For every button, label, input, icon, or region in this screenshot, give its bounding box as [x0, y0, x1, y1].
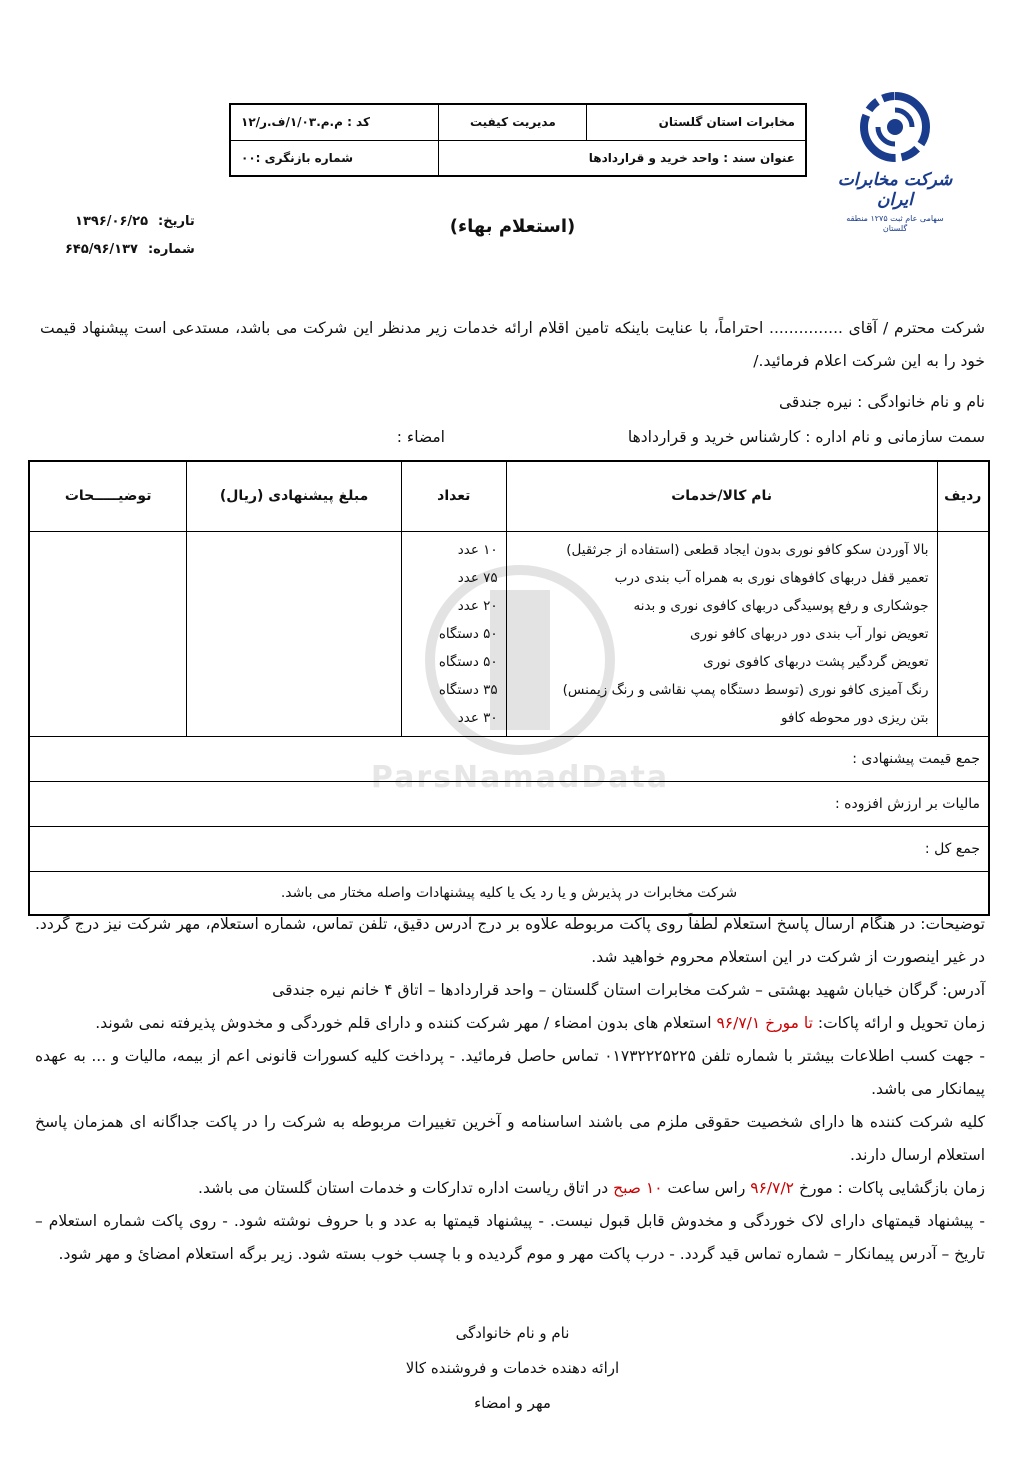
signature-role-label: ارائه دهنده خدمات و فروشنده کالا [405, 1359, 620, 1377]
intro-name: نام و نام خانوادگی : نیره جندقی [778, 393, 985, 411]
vat-row: مالیات بر ارزش افزوده : [29, 781, 989, 826]
col-item: نام کالا/خدمات [506, 461, 937, 531]
delivery-deadline: تا مورخ ۹۶/۷/۱ [716, 1014, 813, 1032]
header-code: کد : م.م.۱/۰۳/ف.ر/۱۲ [230, 104, 439, 140]
header-dept: مدیریت کیفیت [439, 104, 587, 140]
delivery-terms: استعلام های بدون امضاء / مهر شرکت کننده و دارای قلم خوردگی و مخدوش پذیرفته نمی شوند. [95, 1014, 712, 1032]
logo-name: شرکت مخابرات ایران [837, 170, 953, 210]
note-paragraph-3 [35, 1007, 985, 1040]
signature-stamp-label: مهر و امضاء [474, 1394, 551, 1412]
document-header [229, 103, 807, 177]
header-subject: عنوان سند : واحد خرید و قراردادها [439, 140, 806, 176]
qty-item: ۳۵ دستگاه [438, 681, 498, 698]
logo-subtitle: سهامی عام ثبت ۱۲۷۵ منطقه گلستان [846, 214, 944, 234]
intro-signature: امضاء : [396, 428, 445, 446]
col-desc: توضیـــــحات [29, 461, 187, 531]
number-label: شماره: [147, 242, 195, 257]
disclaimer-row: شرکت مخابرات در پذیرش و یا رد یک یا کلیه پیشنهادات واصله مختار می باشد. [29, 871, 989, 915]
list-item: بتن ریزی دور محوطه کافو [781, 709, 929, 726]
note-paragraph-6 [35, 1172, 985, 1205]
opening-label: زمان بازگشایی پاکات : مورخ [798, 1179, 985, 1197]
items-table [28, 460, 990, 916]
signature-name-label: نام و نام خانوادگی [455, 1324, 570, 1342]
note-paragraph-5: کلیه شرکت کننده ها دارای شخصیت حقوقی ملزم می باشند اساسنامه و آخرین تغییرات مربوطه به شرکت را در پاکت جداگانه ای همزمان پاسخ استعلام ارسال دارند. [35, 1113, 985, 1164]
intro-paragraph: شرکت محترم / آقای ............... احتراماً، با عنایت باینکه تامین اقلام ارائه خدمات زیر مدنظر این شرکت می باشد، مستدعی است پیشنهاد قیمت خود را به این شرکت اعلام فرمائید./ [40, 319, 985, 370]
list-item: تعویض گردگیر پشت دربهای کافوی نوری [703, 653, 929, 670]
header-revision: شماره بازنگری :۰۰ [230, 140, 439, 176]
header-org: مخابرات استان گلستان [587, 104, 806, 140]
row-number-cell [937, 531, 989, 736]
note-paragraph-7: - پیشنهاد قیمتهای دارای لاک خوردگی و مخدوش قابل قبول نیست. - پیشنهاد قیمتها به عدد و با حروف نوشته شود. - روی پاکت شماره استعلام – تاریخ – آدرس پیمانکار – شماره تماس قید گردد. - درب پاکت مهر و موم گردیده و با چسب خوب بسته شود. زیر برگه استعلام امضائ و مهر شود. [35, 1212, 985, 1263]
date-label: تاریخ: [158, 214, 195, 229]
note-paragraph-1: توضیحات: در هنگام ارسال پاسخ استعلام لطفاً روی پاکت مربوطه علاوه بر درج آدرس دقیق، تلفن تماس، شماره استعلام، مهر شرکت نیز درج گردد. در غیر اینصورت از شرکت در این استعلام محروم خواهید شد. [35, 915, 985, 966]
desc-cell[interactable] [29, 531, 187, 736]
col-price: مبلغ پیشنهادی (ریال) [187, 461, 402, 531]
price-cell[interactable] [187, 531, 402, 736]
qty-item: ۵۰ دستگاه [438, 653, 498, 670]
qty-item: ۱۰ عدد [457, 541, 498, 558]
delivery-label: زمان تحویل و ارائه پاکات: [817, 1014, 985, 1032]
grand-total-row: جمع کل : [29, 826, 989, 871]
intro-position: سمت سازمانی و نام اداره : کارشناس خرید و قراردادها [627, 428, 985, 446]
opening-date: ۹۶/۷/۲ [750, 1179, 795, 1197]
opening-location: در اتاق ریاست اداره تدارکات و خدمات استان گلستان می باشد. [198, 1179, 609, 1197]
items-list-cell [506, 531, 937, 736]
qty-item: ۳۰ عدد [457, 709, 498, 726]
watermark-text: ParsNamadData [370, 760, 670, 795]
list-item: جوشکاری و رفع پوسیدگی دربهای کافوی نوری و بدنه [633, 597, 929, 614]
list-item: رنگ آمیزی کافو نوری (توسط دستگاه پمپ نقاشی و رنگ زیمنس) [562, 681, 929, 698]
company-logo [835, 88, 955, 234]
opening-time: ۱۰ صبح [613, 1179, 663, 1197]
date-value: ۱۳۹۶/۰۶/۲۵ [75, 214, 149, 229]
qty-item: ۷۵ عدد [457, 569, 498, 586]
number-value: ۶۴۵/۹۶/۱۳۷ [65, 242, 138, 257]
list-item: بالا آوردن سکو کافو نوری بدون ایجاد قطعی (استفاده از جرثقیل) [566, 541, 929, 558]
list-item: تعویض نوار آب بندی دور دربهای کافو نوری [689, 625, 929, 642]
col-qty: تعداد [401, 461, 506, 531]
notes-section [35, 908, 985, 1271]
page-title: (استعلام بهاء) [449, 216, 576, 237]
qty-item: ۲۰ عدد [457, 597, 498, 614]
qty-item: ۵۰ دستگاه [438, 625, 498, 642]
total-offer-row: جمع قیمت پیشنهادی : [29, 736, 989, 781]
opening-time-label: راس ساعت [667, 1179, 746, 1197]
note-paragraph-4: - جهت کسب اطلاعات بیشتر با شماره تلفن ۰۱۷۳۲۲۲۵۲۲۵ تماس حاصل فرمائید. - پرداخت کلیه کسورات قانونی اعم از بیمه، مالیات و ... به عهده پیمانکار می باشد. [35, 1047, 985, 1098]
signature-block [0, 1316, 1025, 1421]
col-row: ردیف [937, 461, 989, 531]
list-item: تعمیر قفل دربهای کافوهای نوری به همراه آب بندی درب [614, 569, 929, 586]
note-paragraph-2: آدرس: گرگان خیابان شهید بهشتی – شرکت مخابرات استان گلستان – واحد قراردادها – اتاق ۴ خانم نیره جندقی [272, 981, 985, 999]
telecom-logo-icon [856, 88, 934, 166]
qty-list-cell [401, 531, 506, 736]
